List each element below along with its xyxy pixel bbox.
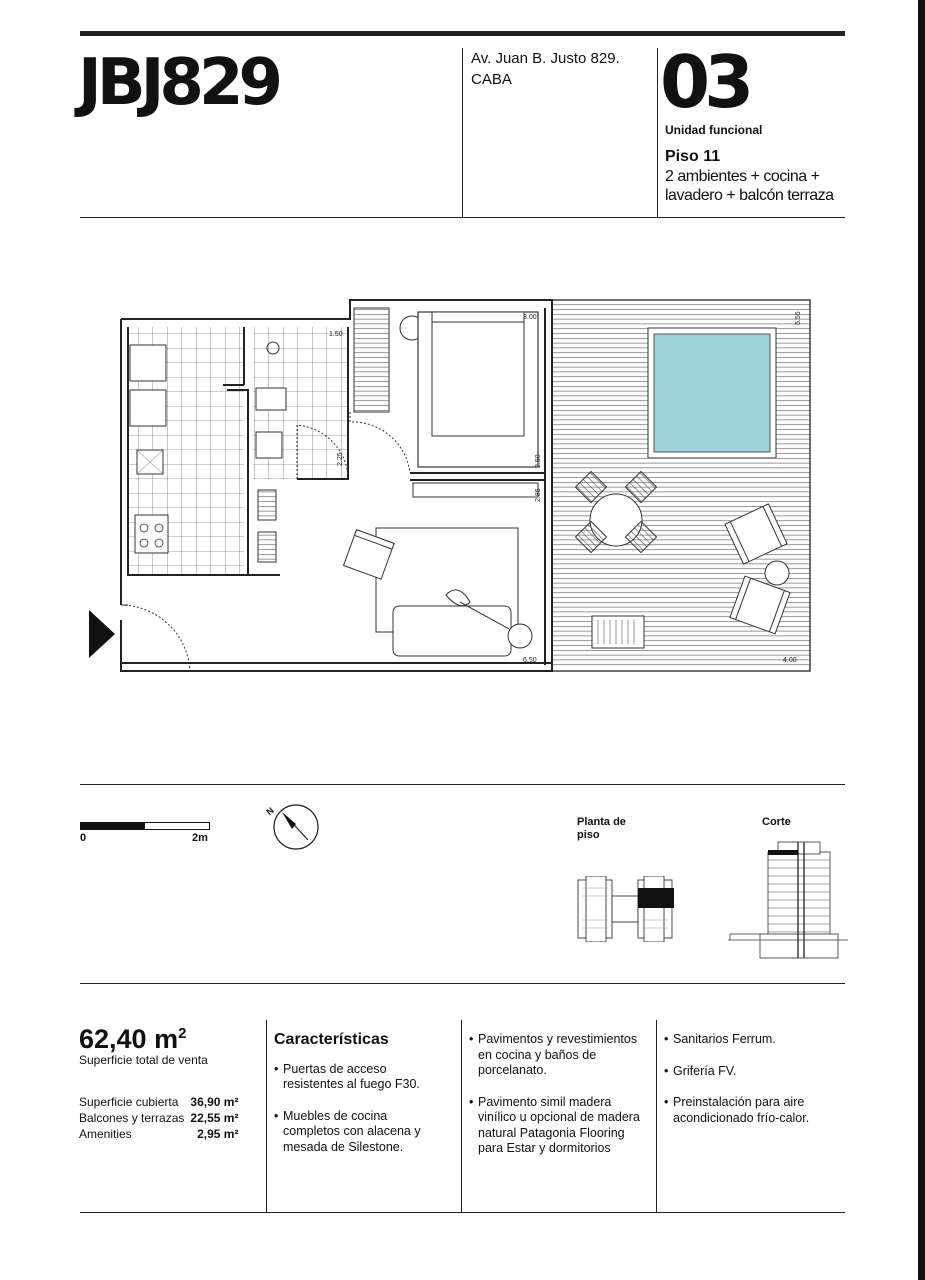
- entry-arrow-icon: [89, 610, 115, 658]
- features-title: Características: [274, 1031, 389, 1048]
- list-item: • Pavimento simil madera vinílico u opcional de madera natural Patagonia Flooring para Estar y dormitorios: [469, 1095, 644, 1157]
- list-item: • Muebles de cocina completos con alacena y mesada de Silestone.: [274, 1109, 444, 1156]
- address-line-2: CABA: [471, 71, 512, 88]
- unit-number: 03: [660, 40, 749, 124]
- wardrobe: [413, 483, 538, 497]
- bedroom-wall: [410, 473, 545, 480]
- page-edge: [918, 0, 925, 1280]
- dim-label: 2.85: [535, 488, 542, 502]
- list-item: • Pavimentos y revestimientos en cocina y baños de porcelanato.: [469, 1032, 644, 1079]
- scale-bar: [80, 822, 210, 830]
- pool: [654, 334, 770, 452]
- stool-1: [258, 490, 276, 520]
- fridge: [130, 345, 166, 381]
- surface-value: 36,90 m²: [190, 1095, 239, 1109]
- features-column-2: [469, 1032, 644, 1173]
- table-row: [79, 1110, 238, 1126]
- features-column-3: [664, 1032, 834, 1142]
- surface-label: Superficie cubierta: [79, 1095, 179, 1109]
- surface-value: 2,95 m²: [197, 1127, 239, 1141]
- list-item: • Preinstalación para aire acondicionado frío-calor.: [664, 1095, 834, 1126]
- header-divider-1: [462, 48, 463, 218]
- list-item: • Sanitarios Ferrum.: [664, 1032, 834, 1048]
- address: [471, 48, 620, 90]
- key-plan-unit-highlight: [638, 888, 674, 908]
- features-column-1: [274, 1032, 444, 1171]
- wash-basin: [256, 432, 282, 458]
- top-thick-rule: [80, 31, 845, 36]
- bedroom-door: [350, 412, 410, 473]
- side-table: [508, 624, 532, 648]
- dim-label: 2.25: [337, 452, 344, 466]
- bed-mattress: [432, 312, 524, 436]
- scale-start: 0: [80, 832, 87, 844]
- surface-label: Amenities: [79, 1127, 132, 1141]
- terrace-grill: [592, 616, 644, 648]
- terrace-side-table: [765, 561, 789, 585]
- toilet: [256, 388, 286, 410]
- features-divider-3: [656, 1020, 657, 1213]
- surface-value: 22,55 m²: [190, 1111, 239, 1125]
- unit-description: 2 ambientes + cocina + lavadero + balcón terraza: [665, 168, 834, 204]
- sofa: [393, 606, 511, 656]
- table-row: [79, 1094, 238, 1110]
- header-divider-2: [657, 48, 658, 218]
- scale-end: 2m: [192, 832, 208, 844]
- plan-bottom-rule: [80, 784, 845, 785]
- total-surface-value: 62,40 m: [79, 1024, 179, 1054]
- hall-shaft: [354, 308, 389, 412]
- dim-label: 3.00: [523, 314, 537, 321]
- dim-label: 6.50: [523, 657, 537, 664]
- dim-label: 4.00: [783, 657, 797, 664]
- header-bottom-rule: [80, 217, 845, 218]
- north-compass-icon: [262, 800, 322, 852]
- total-surface-unit: 2: [178, 1025, 187, 1042]
- entry-door: [121, 605, 190, 671]
- address-line-1: Av. Juan B. Justo 829.: [471, 50, 620, 67]
- floor-plan: [80, 290, 820, 685]
- dim-label: 5.55: [795, 311, 802, 325]
- total-surface: [79, 1024, 186, 1055]
- cooktop: [135, 515, 168, 553]
- list-item: • Puertas de acceso resistentes al fuego F30.: [274, 1062, 444, 1093]
- dim-label: 1.50: [329, 331, 343, 338]
- section-unit-highlight: [768, 850, 798, 855]
- bottom-rule: [80, 1212, 845, 1213]
- unit-label: Unidad funcional: [665, 123, 763, 137]
- floor-label: Piso 11: [665, 148, 721, 165]
- surface-table: [79, 1094, 238, 1142]
- table-row: [79, 1126, 238, 1142]
- corte-title: Corte: [762, 816, 791, 828]
- project-logo: JBJ829: [78, 46, 278, 120]
- north-label: N: [264, 805, 276, 818]
- total-surface-label: Superficie total de venta: [79, 1053, 208, 1067]
- list-item: • Grifería FV.: [664, 1064, 834, 1080]
- dim-label: 2.50: [535, 454, 542, 468]
- surface-label: Balcones y terrazas: [79, 1111, 185, 1125]
- legend-bottom-rule: [80, 983, 845, 984]
- section-diagram: [728, 836, 848, 960]
- oven: [130, 390, 166, 426]
- planta-title: Planta de piso: [577, 816, 626, 841]
- bed-pillow: [432, 312, 524, 322]
- stool-2: [258, 532, 276, 562]
- features-divider-1: [266, 1020, 267, 1213]
- features-divider-2: [461, 1020, 462, 1213]
- key-plan: [576, 876, 676, 942]
